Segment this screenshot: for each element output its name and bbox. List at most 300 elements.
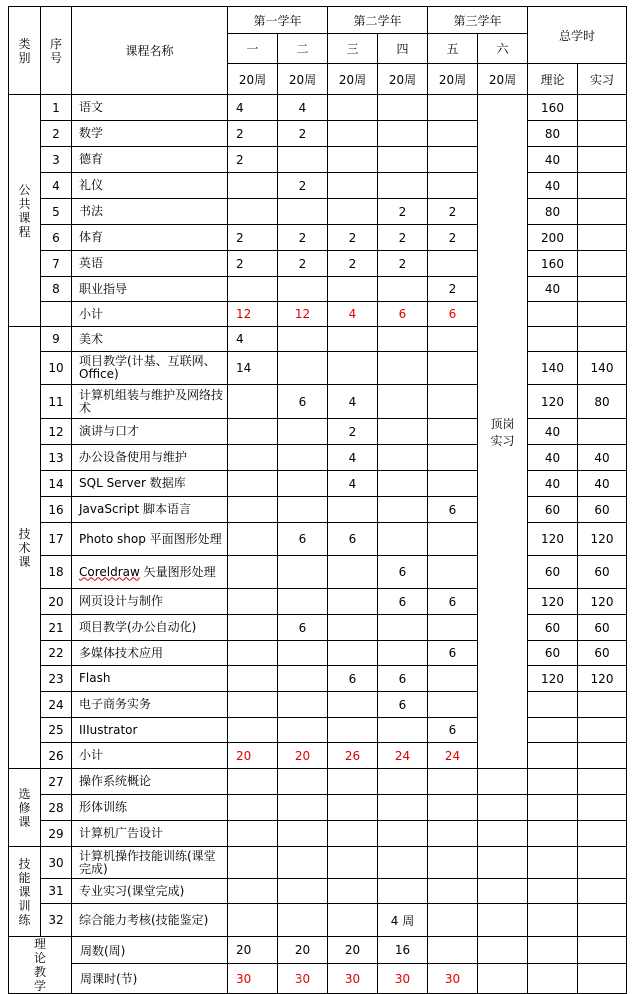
row-term-cell: 12 — [228, 302, 278, 327]
category-tech: 技 术 课 — [9, 327, 41, 769]
row-seq: 29 — [41, 821, 72, 847]
row-term-cell — [328, 173, 378, 199]
row-course-name: 形体训练 — [72, 795, 228, 821]
row-seq: 32 — [41, 904, 72, 937]
row-course-name: 小计 — [72, 743, 228, 769]
row-course-name: 美术 — [72, 327, 228, 352]
row-term-cell: 6 — [278, 385, 328, 419]
table-row — [9, 615, 627, 641]
row-practice-hours: 60 — [578, 641, 627, 666]
hours-row-label: 周课时(节) — [72, 964, 228, 994]
row-term-cell — [428, 251, 478, 277]
row-term-cell: 2 — [228, 121, 278, 147]
row-course-name: 项目教学(办公自动化) — [72, 615, 228, 641]
weeks-5: 20周 — [428, 64, 478, 95]
row-term-cell — [428, 615, 478, 641]
table-row — [9, 225, 627, 251]
row-term-cell — [378, 718, 428, 743]
row-seq: 17 — [41, 523, 72, 556]
row-term-cell: 4 — [328, 471, 378, 497]
row-term-cell — [228, 199, 278, 225]
row-term-cell: 2 — [428, 199, 478, 225]
row-practice-hours: 120 — [578, 523, 627, 556]
table-row — [9, 879, 627, 904]
row-term-cell: 6 — [378, 589, 428, 615]
row-practice-hours — [578, 769, 627, 795]
row-term-cell — [428, 95, 478, 121]
row-term-cell — [378, 769, 428, 795]
row-term-cell — [278, 904, 328, 937]
row-practice-hours: 60 — [578, 497, 627, 523]
row-seq: 27 — [41, 769, 72, 795]
row-theory-hours: 200 — [528, 225, 578, 251]
row-theory-hours — [528, 769, 578, 795]
row-term-cell — [328, 121, 378, 147]
row-term-cell — [328, 615, 378, 641]
row-seq: 14 — [41, 471, 72, 497]
row-term-cell — [378, 352, 428, 385]
category-skill: 技 能 课 训 练 — [9, 847, 41, 937]
row-term-cell: 2 — [428, 225, 478, 251]
row-seq: 30 — [41, 847, 72, 879]
row-course-name: Photo shop 平面图形处理 — [72, 523, 228, 556]
row-seq: 26 — [41, 743, 72, 769]
table-row — [9, 251, 627, 277]
row-term-cell — [328, 589, 378, 615]
row-theory-hours: 40 — [528, 147, 578, 173]
row-practice-hours — [578, 795, 627, 821]
internship-cell: 顶岗 实习 — [478, 95, 528, 769]
row-term-cell — [278, 641, 328, 666]
row-term-cell: 4 — [328, 445, 378, 471]
row-theory-hours: 60 — [528, 615, 578, 641]
row-seq: 10 — [41, 352, 72, 385]
row-term-cell — [228, 523, 278, 556]
row-practice-hours: 120 — [578, 666, 627, 692]
row-seq: 21 — [41, 615, 72, 641]
row-practice-hours: 80 — [578, 385, 627, 419]
weeks-6: 20周 — [478, 64, 528, 95]
category-public: 公 共 课 程 — [9, 95, 41, 327]
row-term-cell — [278, 879, 328, 904]
table-row — [9, 692, 627, 718]
row-practice-hours — [578, 879, 627, 904]
row-term-cell: 2 — [228, 225, 278, 251]
row-practice-hours — [578, 692, 627, 718]
row-term-cell — [228, 692, 278, 718]
row-course-name: IIIustrator — [72, 718, 228, 743]
row-term-cell — [428, 147, 478, 173]
row-term-cell — [278, 666, 328, 692]
row-theory-hours: 160 — [528, 95, 578, 121]
row-term-cell — [328, 692, 378, 718]
row-term-cell: 2 — [228, 147, 278, 173]
row-term-cell — [278, 821, 328, 847]
row-term-cell — [278, 471, 328, 497]
row-term-cell — [428, 879, 478, 904]
row-course-name: 专业实习(课堂完成) — [72, 879, 228, 904]
row-course-name: SQL Server 数据库 — [72, 471, 228, 497]
row-term-cell — [428, 352, 478, 385]
table-row — [9, 847, 627, 879]
row-seq: 20 — [41, 589, 72, 615]
weeks-row-cell: 20 — [328, 937, 378, 964]
row-course-name: Coreldraw 矢量图形处理 — [72, 556, 228, 589]
term-5: 五 — [428, 34, 478, 64]
row-term-cell — [228, 497, 278, 523]
curriculum-table — [8, 6, 627, 994]
weeks-row-cell — [578, 937, 627, 964]
row-term-cell: 24 — [428, 743, 478, 769]
table-row — [9, 666, 627, 692]
row-term-cell — [378, 277, 428, 302]
row-term-cell — [328, 277, 378, 302]
row-term-cell — [428, 795, 478, 821]
row-term-cell — [278, 199, 328, 225]
row-seq: 4 — [41, 173, 72, 199]
row-term-cell — [228, 589, 278, 615]
row-term-cell — [278, 589, 328, 615]
table-row — [9, 718, 627, 743]
row-term-cell: 6 — [428, 497, 478, 523]
row-course-name: 礼仪 — [72, 173, 228, 199]
row-term-cell: 2 — [328, 251, 378, 277]
row-theory-hours: 60 — [528, 497, 578, 523]
row-theory-hours: 120 — [528, 589, 578, 615]
row-term-cell — [428, 523, 478, 556]
row-term-cell — [278, 147, 328, 173]
row-term-cell — [478, 795, 528, 821]
table-row-hours — [9, 964, 627, 994]
weeks-2: 20周 — [278, 64, 328, 95]
row-practice-hours: 40 — [578, 471, 627, 497]
header-category: 类 别 — [9, 7, 41, 95]
header-practice: 实习 — [578, 64, 627, 95]
row-term-cell — [378, 497, 428, 523]
row-term-cell — [428, 173, 478, 199]
row-course-name: 网页设计与制作 — [72, 589, 228, 615]
row-theory-hours: 120 — [528, 666, 578, 692]
row-term-cell — [328, 199, 378, 225]
weeks-row-label: 周数(周) — [72, 937, 228, 964]
row-theory-hours — [528, 795, 578, 821]
row-term-cell — [228, 471, 278, 497]
row-term-cell — [428, 385, 478, 419]
row-term-cell — [478, 904, 528, 937]
row-practice-hours — [578, 302, 627, 327]
row-term-cell: 20 — [278, 743, 328, 769]
page-mark — [300, 975, 302, 980]
row-term-cell — [428, 121, 478, 147]
row-term-cell — [378, 523, 428, 556]
row-term-cell — [278, 692, 328, 718]
row-term-cell — [228, 821, 278, 847]
row-theory-hours: 80 — [528, 121, 578, 147]
row-term-cell — [378, 419, 428, 445]
row-term-cell — [378, 795, 428, 821]
weeks-1: 20周 — [228, 64, 278, 95]
row-course-name: 计算机广告设计 — [72, 821, 228, 847]
row-theory-hours: 160 — [528, 251, 578, 277]
row-theory-hours: 60 — [528, 556, 578, 589]
row-term-cell — [428, 445, 478, 471]
row-practice-hours — [578, 147, 627, 173]
row-term-cell — [428, 471, 478, 497]
row-term-cell: 6 — [428, 302, 478, 327]
table-row — [9, 821, 627, 847]
row-term-cell: 6 — [378, 302, 428, 327]
row-term-cell: 6 — [278, 615, 328, 641]
row-term-cell: 4 — [228, 95, 278, 121]
row-term-cell — [278, 419, 328, 445]
table-row — [9, 121, 627, 147]
row-course-name: 计算机组装与维护及网络技术 — [72, 385, 228, 419]
hours-row-cell — [478, 964, 528, 994]
row-term-cell — [378, 821, 428, 847]
row-term-cell — [378, 385, 428, 419]
row-course-name: 职业指导 — [72, 277, 228, 302]
weeks-row-cell — [478, 937, 528, 964]
row-term-cell: 2 — [278, 251, 328, 277]
row-term-cell: 4 — [328, 385, 378, 419]
row-practice-hours: 120 — [578, 589, 627, 615]
row-course-name: 德育 — [72, 147, 228, 173]
row-theory-hours — [528, 718, 578, 743]
row-theory-hours — [528, 692, 578, 718]
table-row — [9, 445, 627, 471]
header-year1: 第一学年 — [228, 7, 328, 34]
row-term-cell — [278, 769, 328, 795]
row-term-cell: 6 — [278, 523, 328, 556]
term-4: 四 — [378, 34, 428, 64]
row-term-cell — [428, 327, 478, 352]
row-term-cell — [378, 121, 428, 147]
row-term-cell — [478, 879, 528, 904]
header-year2: 第二学年 — [328, 7, 428, 34]
hours-row-cell: 30 — [328, 964, 378, 994]
row-theory-hours: 120 — [528, 523, 578, 556]
row-term-cell — [228, 769, 278, 795]
row-term-cell — [278, 327, 328, 352]
row-term-cell — [328, 718, 378, 743]
weeks-row-cell: 20 — [228, 937, 278, 964]
row-course-name: 电子商务实务 — [72, 692, 228, 718]
row-term-cell: 26 — [328, 743, 378, 769]
table-row — [9, 199, 627, 225]
hours-row-cell — [578, 964, 627, 994]
row-seq: 24 — [41, 692, 72, 718]
row-seq: 7 — [41, 251, 72, 277]
category-elective: 选 修 课 — [9, 769, 41, 847]
row-seq: 8 — [41, 277, 72, 302]
row-term-cell: 4 — [328, 302, 378, 327]
row-course-name: 多媒体技术应用 — [72, 641, 228, 666]
row-term-cell: 6 — [428, 641, 478, 666]
term-3: 三 — [328, 34, 378, 64]
row-theory-hours — [528, 327, 578, 352]
row-theory-hours: 40 — [528, 419, 578, 445]
table-row — [9, 795, 627, 821]
row-term-cell — [228, 385, 278, 419]
row-term-cell: 6 — [428, 718, 478, 743]
row-term-cell — [228, 615, 278, 641]
header-course-name: 课程名称 — [72, 7, 228, 95]
row-term-cell — [378, 615, 428, 641]
row-practice-hours: 60 — [578, 615, 627, 641]
row-term-cell — [228, 847, 278, 879]
row-term-cell — [428, 419, 478, 445]
row-term-cell: 2 — [378, 251, 428, 277]
row-term-cell — [228, 173, 278, 199]
row-practice-hours — [578, 225, 627, 251]
table-row — [9, 352, 627, 385]
table-row — [9, 904, 627, 937]
row-term-cell: 2 — [278, 225, 328, 251]
row-practice-hours — [578, 173, 627, 199]
row-course-name: 操作系统概论 — [72, 769, 228, 795]
row-term-cell — [228, 718, 278, 743]
row-practice-hours: 140 — [578, 352, 627, 385]
table-row — [9, 769, 627, 795]
hours-row-cell — [528, 964, 578, 994]
row-practice-hours — [578, 821, 627, 847]
row-term-cell — [228, 277, 278, 302]
row-term-cell — [328, 95, 378, 121]
row-theory-hours — [528, 847, 578, 879]
row-seq: 6 — [41, 225, 72, 251]
row-course-name: 体育 — [72, 225, 228, 251]
row-term-cell: 4 周 — [378, 904, 428, 937]
row-theory-hours — [528, 743, 578, 769]
row-term-cell — [378, 95, 428, 121]
row-course-name: 计算机操作技能训练(课堂完成) — [72, 847, 228, 879]
row-practice-hours: 40 — [578, 445, 627, 471]
row-term-cell — [428, 769, 478, 795]
row-term-cell — [228, 795, 278, 821]
weeks-row-cell: 16 — [378, 937, 428, 964]
row-course-name: 项目教学(计基、互联网、Office) — [72, 352, 228, 385]
row-term-cell — [428, 904, 478, 937]
row-term-cell — [378, 173, 428, 199]
row-term-cell — [278, 795, 328, 821]
table-row — [9, 641, 627, 666]
row-course-name: 英语 — [72, 251, 228, 277]
row-course-name: JavaScript 脚本语言 — [72, 497, 228, 523]
row-term-cell — [378, 445, 428, 471]
row-practice-hours — [578, 199, 627, 225]
row-term-cell — [428, 847, 478, 879]
row-term-cell: 6 — [428, 589, 478, 615]
row-course-name: 小计 — [72, 302, 228, 327]
row-term-cell — [278, 497, 328, 523]
row-term-cell: 6 — [378, 556, 428, 589]
table-row — [9, 471, 627, 497]
row-term-cell — [328, 795, 378, 821]
row-term-cell — [428, 556, 478, 589]
row-theory-hours: 40 — [528, 471, 578, 497]
row-term-cell — [228, 904, 278, 937]
table-row — [9, 302, 627, 327]
term-2: 二 — [278, 34, 328, 64]
row-term-cell — [428, 821, 478, 847]
row-term-cell — [378, 847, 428, 879]
header-theory: 理论 — [528, 64, 578, 95]
row-course-name: 演讲与口才 — [72, 419, 228, 445]
row-theory-hours — [528, 879, 578, 904]
row-term-cell — [278, 277, 328, 302]
table-row-weeks — [9, 937, 627, 964]
header-seq: 序 号 — [41, 7, 72, 95]
weeks-row-cell — [428, 937, 478, 964]
row-theory-hours — [528, 302, 578, 327]
hours-row-cell: 30 — [428, 964, 478, 994]
row-practice-hours — [578, 718, 627, 743]
row-term-cell — [328, 352, 378, 385]
table-row — [9, 419, 627, 445]
row-course-name: Flash — [72, 666, 228, 692]
row-seq: 3 — [41, 147, 72, 173]
row-term-cell: 4 — [228, 327, 278, 352]
row-seq: 11 — [41, 385, 72, 419]
row-term-cell: 20 — [228, 743, 278, 769]
table-row — [9, 147, 627, 173]
row-practice-hours: 60 — [578, 556, 627, 589]
row-term-cell: 2 — [328, 419, 378, 445]
row-term-cell: 6 — [378, 692, 428, 718]
row-practice-hours — [578, 327, 627, 352]
row-term-cell: 2 — [378, 199, 428, 225]
row-course-name: 书法 — [72, 199, 228, 225]
row-term-cell — [278, 718, 328, 743]
row-term-cell — [378, 471, 428, 497]
row-term-cell: 6 — [328, 523, 378, 556]
row-seq: 28 — [41, 795, 72, 821]
row-seq: 5 — [41, 199, 72, 225]
row-term-cell — [378, 879, 428, 904]
table-body — [9, 95, 627, 937]
table-row — [9, 385, 627, 419]
header-year3: 第三学年 — [428, 7, 528, 34]
row-theory-hours: 120 — [528, 385, 578, 419]
row-term-cell: 4 — [278, 95, 328, 121]
row-seq: 25 — [41, 718, 72, 743]
table-row — [9, 523, 627, 556]
category-theory-teaching: 理 论 教 学 — [9, 937, 72, 994]
table-row — [9, 497, 627, 523]
table-row — [9, 327, 627, 352]
row-term-cell — [328, 641, 378, 666]
row-practice-hours — [578, 743, 627, 769]
term-1: 一 — [228, 34, 278, 64]
row-practice-hours — [578, 95, 627, 121]
row-term-cell — [278, 445, 328, 471]
row-theory-hours: 60 — [528, 641, 578, 666]
row-seq — [41, 302, 72, 327]
row-seq: 16 — [41, 497, 72, 523]
row-theory-hours: 80 — [528, 199, 578, 225]
row-seq: 22 — [41, 641, 72, 666]
row-term-cell — [278, 352, 328, 385]
row-term-cell — [428, 692, 478, 718]
row-seq: 9 — [41, 327, 72, 352]
row-seq: 12 — [41, 419, 72, 445]
row-term-cell — [278, 556, 328, 589]
row-term-cell: 2 — [228, 251, 278, 277]
table-row — [9, 556, 627, 589]
hours-row-cell: 30 — [378, 964, 428, 994]
row-term-cell — [328, 497, 378, 523]
row-seq: 18 — [41, 556, 72, 589]
